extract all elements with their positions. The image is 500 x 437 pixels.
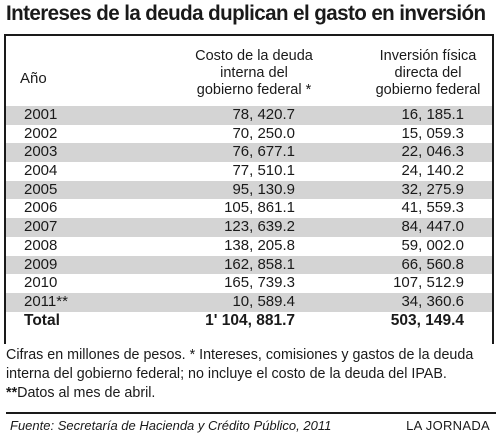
footnote-line xyxy=(6,384,496,403)
table-row xyxy=(6,162,492,181)
investment-cell: 107, 512.9 xyxy=(393,274,464,292)
cost-cell: 138, 205.8 xyxy=(224,236,295,254)
table-row xyxy=(6,293,492,312)
header-investment-line: Inversión física xyxy=(379,48,477,64)
cost-cell: 95, 130.9 xyxy=(232,180,295,198)
header-cost-line: Costo de la deuda xyxy=(195,48,313,64)
total-cost: 1' 104, 881.7 xyxy=(205,311,295,329)
footnote-mark: ** xyxy=(6,385,18,401)
investment-cell: 66, 560.8 xyxy=(401,255,464,273)
cost-cell: 78, 420.7 xyxy=(232,106,295,123)
data-table xyxy=(6,106,492,330)
table-row xyxy=(6,143,492,162)
header-investment xyxy=(358,48,498,99)
footnote-text: Datos al mes de abril. xyxy=(17,385,156,401)
table-row xyxy=(6,218,492,237)
publisher-name: LA JORNADA xyxy=(406,418,490,433)
investment-cell: 32, 275.9 xyxy=(401,180,464,198)
table-row xyxy=(6,256,492,275)
page-title: Intereses de la deuda duplican el gasto en inversión xyxy=(6,2,486,25)
investment-cell: 41, 559.3 xyxy=(401,199,464,217)
cost-cell: 76, 677.1 xyxy=(232,143,295,161)
source-credit: Fuente: Secretaría de Hacienda y Crédito Público, 2011 xyxy=(10,418,332,433)
cost-cell: 162, 858.1 xyxy=(224,255,295,273)
table-row xyxy=(6,106,492,125)
source-bar xyxy=(6,412,496,434)
table-row xyxy=(6,237,492,256)
investment-cell: 24, 140.2 xyxy=(401,162,464,180)
header-year: Año xyxy=(20,70,47,87)
year-cell: 2011** xyxy=(24,292,68,310)
investment-cell: 84, 447.0 xyxy=(401,218,464,236)
year-cell: 2008 xyxy=(24,236,58,254)
header-investment-line: directa del xyxy=(394,65,462,81)
cost-cell: 165, 739.3 xyxy=(224,274,295,292)
header-cost xyxy=(174,48,334,99)
year-cell: 2007 xyxy=(24,218,58,236)
year-cell: 2001 xyxy=(24,106,58,123)
footnote-line: interna del gobierno federal; no incluye el costo de la deuda del IPAB. xyxy=(6,366,447,382)
cost-cell: 105, 861.1 xyxy=(224,199,295,217)
table-row xyxy=(6,181,492,200)
year-cell: 2004 xyxy=(24,162,58,180)
year-cell: 2005 xyxy=(24,180,58,198)
year-cell: 2002 xyxy=(24,124,58,142)
table-row xyxy=(6,125,492,144)
header-cost-line: gobierno federal * xyxy=(196,82,312,98)
cost-cell: 10, 589.4 xyxy=(232,292,295,310)
header-investment-line: gobierno federal xyxy=(375,82,481,98)
cost-cell: 77, 510.1 xyxy=(232,162,295,180)
investment-cell: 15, 059.3 xyxy=(401,124,464,142)
table-row xyxy=(6,199,492,218)
cost-cell: 70, 250.0 xyxy=(232,124,295,142)
cost-cell: 123, 639.2 xyxy=(224,218,295,236)
year-cell: 2010 xyxy=(24,274,58,292)
table-row xyxy=(6,274,492,293)
investment-cell: 34, 360.6 xyxy=(401,292,464,310)
total-row xyxy=(6,312,492,331)
investment-cell: 16, 185.1 xyxy=(401,106,464,123)
investment-cell: 22, 046.3 xyxy=(401,143,464,161)
year-cell: 2009 xyxy=(24,255,58,273)
year-cell: 2003 xyxy=(24,143,58,161)
year-cell: 2006 xyxy=(24,199,58,217)
total-investment: 503, 149.4 xyxy=(390,311,464,329)
total-label: Total xyxy=(24,311,60,329)
footnote xyxy=(6,346,496,403)
investment-cell: 59, 002.0 xyxy=(401,236,464,254)
header-cost-line: interna del xyxy=(220,65,288,81)
footnote-line: Cifras en millones de pesos. * Intereses, comisiones y gastos de la deuda xyxy=(6,347,474,363)
